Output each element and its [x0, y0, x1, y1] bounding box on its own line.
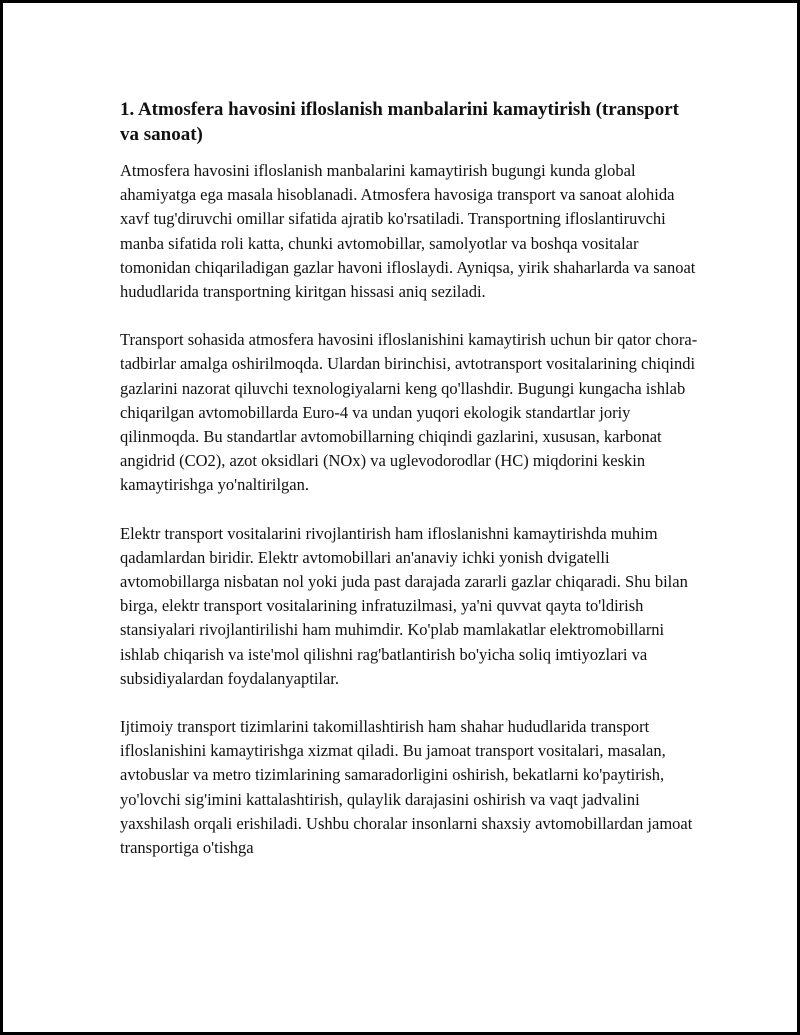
paragraph-4: Ijtimoiy transport tizimlarini takomillashtirish ham shahar hududlarida transport ifloslanishini kamaytirishga xizmat qiladi. Bu jamoat transport vositalari, masalan, avtobuslar va metro tizimlarining samaradorligini oshirish, bekatlarni ko'paytirish, yo'lovchi sig'imini kattalashtirish, qulaylik darajasini oshirish va vaqt jadvalini yaxshilash orqali erishiladi. Ushbu choralar insonlarni shaxsiy avtomobillardan jamoat transportiga o'tishga	[120, 717, 693, 858]
paragraph-3: Elektr transport vositalarini rivojlantirish ham ifloslanishni kamaytirishda muhim qadamlardan biridir. Elektr avtomobillari an'anaviy ichki yonish dvigatelli avtomobillarga nisbatan nol yoki juda past darajada zararli gazlar chiqaradi. Shu bilan birga, elektr transport vositalarining infratuzilmasi, ya'ni quvvat qayta to'ldirish stansiyalari rivojlantirilishi ham muhimdir. Ko'plab mamlakatlar elektromobillarni ishlab chiqarish va iste'mol qilishni rag'batlantirish bo'yicha soliq imtiyozlari va subsidiyalardan foydalanyaptilar.	[120, 523, 688, 688]
paragraph-1: Atmosfera havosini ifloslanish manbalarini kamaytirish bugungi kunda global ahamiyatga ega masala hisoblanadi. Atmosfera havosiga transport va sanoat alohida xavf tug'diruvchi omillar sifatida ajratib ko'rsatiladi. Transportning ifloslantiruvchi manba sifatida roli katta, chunki avtomobillar, samolyotlar va boshqa vositalar tomonidan chiqariladigan gazlar havoni ifloslaydi. Ayniqsa, yirik shaharlarda va sanoat hududlarida transportning kiritgan hissasi aniq seziladi.	[120, 161, 696, 302]
paragraph-2: Transport sohasida atmosfera havosini ifloslanishini kamaytirish uchun bir qator chora-tadbirlar amalga oshirilmoqda. Ulardan birinchisi, avtotransport vositalarining chiqindi gazlarini nazorat qiluvchi texnologiyalarni keng qo'llashdir. Bugungi kungacha ishlab chiqarilgan avtomobillarda Euro-4 va undan yuqori ekologik standartlar joriy qilinmoqda. Bu standartlar avtomobillarning chiqindi gazlarini, xususan, karbonat angidrid (CO2), azot oksidlari (NOx) va uglevodorodlar (HC) miqdorini keskin kamaytirishga yo'naltirilgan.	[120, 330, 698, 495]
section-heading: 1. Atmosfera havosini ifloslanish manbalarini kamaytirish (transport va sanoat)	[120, 99, 679, 145]
document-body	[120, 97, 700, 884]
